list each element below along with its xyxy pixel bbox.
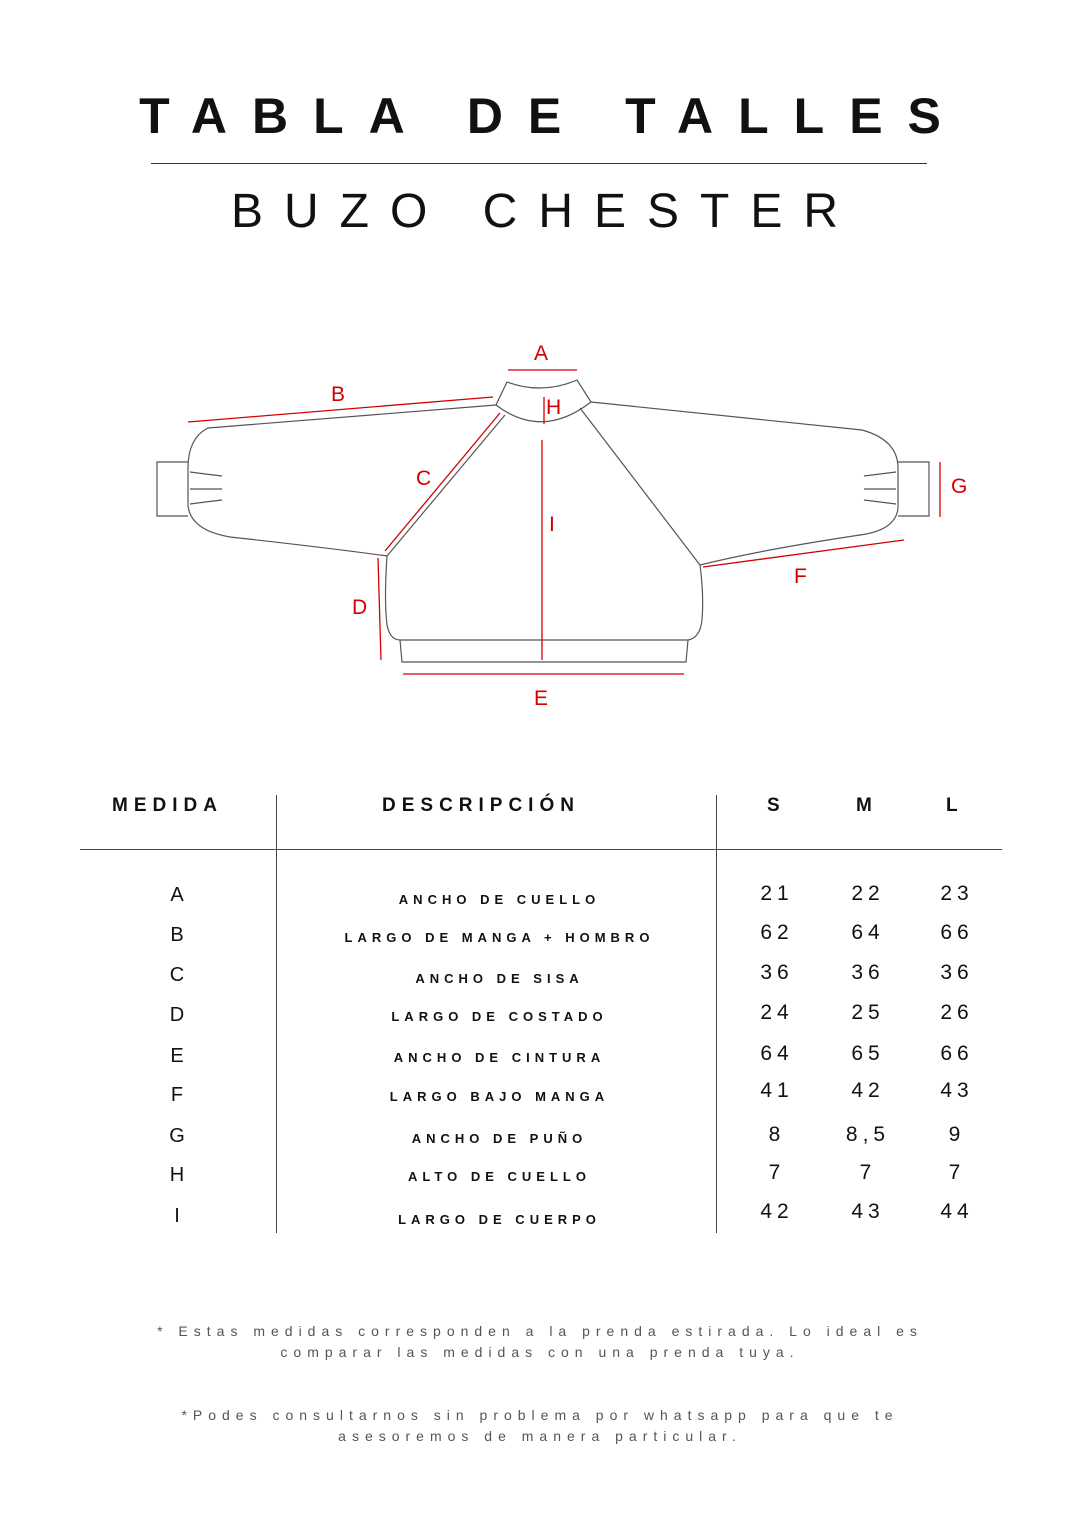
- product-name: BUZO CHESTER: [230, 185, 860, 238]
- row-value-m: 64: [851, 921, 885, 944]
- measure-line-c: [385, 413, 500, 551]
- footnote-whatsapp-line-1: *Podes consultarnos sin problema por whatsapp para que te: [181, 1407, 899, 1423]
- row-letter: D: [169, 1004, 185, 1026]
- row-letter: E: [170, 1045, 184, 1067]
- label-h: H: [546, 396, 562, 419]
- row-value-m: 7: [859, 1161, 877, 1184]
- row-letter: H: [169, 1164, 185, 1186]
- measurement-lines: [188, 370, 940, 674]
- label-b: B: [331, 383, 346, 406]
- title-divider: [151, 163, 927, 164]
- row-value-s: 7: [768, 1161, 786, 1184]
- footnote-whatsapp-line-2: asesoremos de manera particular.: [338, 1428, 742, 1444]
- page-title: TABLA DE TALLES: [139, 88, 966, 144]
- row-value-l: 26: [940, 1001, 974, 1024]
- garment-outline: [157, 380, 929, 662]
- label-e: E: [534, 687, 549, 710]
- row-description: LARGO DE COSTADO: [391, 1009, 608, 1024]
- row-value-l: 43: [940, 1079, 974, 1102]
- row-value-s: 24: [760, 1001, 794, 1024]
- measure-line-d: [378, 558, 381, 660]
- header-medida: MEDIDA: [112, 795, 223, 816]
- right-cuff-gathers: [864, 472, 896, 504]
- waistband-shape: [400, 640, 688, 662]
- row-value-s: 41: [760, 1079, 794, 1102]
- measurement-labels: [331, 342, 967, 710]
- row-value-l: 66: [940, 921, 974, 944]
- row-description: ALTO DE CUELLO: [408, 1169, 591, 1184]
- row-value-s: 62: [760, 921, 794, 944]
- row-description: LARGO DE CUERPO: [398, 1212, 601, 1227]
- row-value-s: 42: [760, 1200, 794, 1223]
- row-description: LARGO BAJO MANGA: [389, 1089, 610, 1104]
- row-value-l: 44: [940, 1200, 974, 1223]
- header-size-s: S: [767, 795, 786, 816]
- row-value-l: 36: [940, 961, 974, 984]
- row-description: ANCHO DE PUÑO: [411, 1131, 588, 1146]
- row-value-m: 42: [851, 1079, 885, 1102]
- row-value-l: 7: [948, 1161, 966, 1184]
- header-size-m: M: [856, 795, 878, 816]
- row-value-m: 36: [851, 961, 885, 984]
- label-d: D: [352, 596, 368, 619]
- row-value-s: 21: [760, 882, 794, 905]
- header-divider: [80, 849, 1002, 850]
- row-letter: I: [174, 1205, 180, 1227]
- row-value-l: 9: [948, 1123, 966, 1146]
- left-raglan-seam: [387, 415, 505, 556]
- row-value-m: 22: [851, 882, 885, 905]
- footnote-stretched-line-1: * Estas medidas corresponden a la prenda estirada. Lo ideal es: [157, 1323, 923, 1339]
- row-description: ANCHO DE SISA: [415, 971, 584, 986]
- row-letter: G: [169, 1125, 185, 1147]
- row-value-s: 64: [760, 1042, 794, 1065]
- label-f: F: [794, 565, 807, 588]
- row-value-l: 66: [940, 1042, 974, 1065]
- row-letter: B: [170, 924, 184, 946]
- left-cuff-shape: [157, 462, 188, 516]
- label-g: G: [951, 475, 968, 498]
- right-cuff-shape: [898, 462, 929, 516]
- body-shape: [386, 556, 703, 640]
- label-i: I: [549, 513, 555, 536]
- footnote-stretched-line-2: comparar las medidas con una prenda tuya.: [280, 1344, 800, 1360]
- garment-measurement-diagram: [0, 320, 1080, 720]
- header-descripcion: DESCRIPCIÓN: [382, 795, 580, 816]
- row-value-s: 8: [768, 1123, 786, 1146]
- row-letter: C: [169, 964, 185, 986]
- label-a: A: [534, 342, 549, 365]
- row-letter: A: [170, 884, 184, 906]
- label-c: C: [416, 467, 432, 490]
- row-value-m: 25: [851, 1001, 885, 1024]
- row-description: LARGO DE MANGA + HOMBRO: [344, 930, 655, 945]
- row-letter: F: [170, 1084, 184, 1106]
- row-value-m: 43: [851, 1200, 885, 1223]
- row-description: ANCHO DE CINTURA: [393, 1050, 606, 1065]
- row-value-l: 23: [940, 882, 974, 905]
- left-cuff-gathers: [190, 472, 222, 504]
- right-raglan-seam: [580, 408, 700, 565]
- row-value-m: 8,5: [845, 1123, 891, 1146]
- row-description: ANCHO DE CUELLO: [398, 892, 601, 907]
- header-size-l: L: [946, 795, 964, 816]
- row-value-m: 65: [851, 1042, 885, 1065]
- row-value-s: 36: [760, 961, 794, 984]
